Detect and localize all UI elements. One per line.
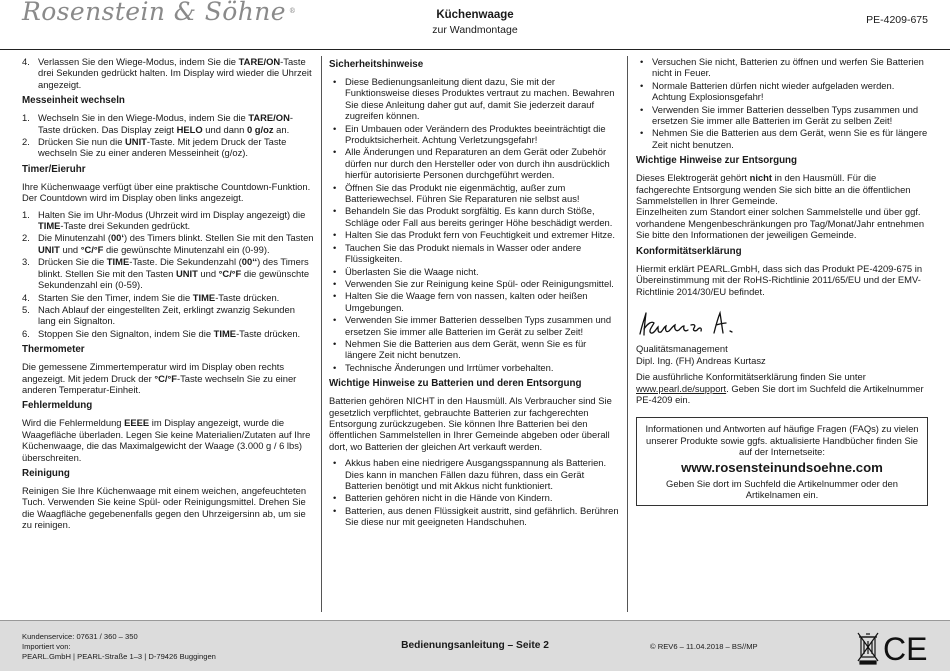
document-subtitle: zur Wandmontage [432, 24, 518, 36]
list-item: 4. Starten Sie den Timer, indem Sie die TIME-Taste drücken. [22, 291, 280, 303]
list-item: • Nehmen Sie die Batterien aus dem Gerät, wenn Sie es für längere Zeit nicht benutzen. [329, 338, 620, 361]
list-item: • Technische Änderungen und Irrtümer vorbehalten. [329, 362, 620, 373]
footer-page-label: Bedienungsanleitung – Seite 2 [401, 640, 549, 651]
paragraph: Hiermit erklärt PEARL.GmbH, dass sich das Produkt PE-4209-675 in Übereinstimmung mit der RoHS-Richtlinie 2011/65/EU und der EMV-Richtlinie 2014/30/EU befindet. [636, 262, 923, 297]
signatory-name: Dipl. Ing. (FH) Andreas Kurtasz [636, 354, 766, 366]
section-heading-messeinheit: Messeinheit wechseln [22, 95, 125, 107]
list-item: 5. Nach Ablauf der eingestellten Zeit, erklingt zwanzig Sekunden lang ein Signalton. [22, 303, 295, 327]
list-item: • Nehmen Sie die Batterien aus dem Gerät, wenn Sie es für längere Zeit nicht benutzen. [636, 127, 928, 150]
page-footer [0, 620, 950, 671]
faq-info-box [636, 417, 928, 506]
paragraph: Wird die Fehlermeldung EEEE im Display angezeigt, wurde die Waagefläche überladen. Legen Sie keine Materialien/Zutaten auf Ihre Küchenwaage, die das Maximalgewicht der Waage (3.000 g / 6 lbs) überschreiten. [22, 417, 311, 463]
list-item: • Behandeln Sie das Produkt sorgfältig. Es kann durch Stöße, Schläge oder Fall aus bereits geringer Höhe beschädigt werden. [329, 205, 620, 228]
list-item: 3. Drücken Sie die TIME-Taste. Die Sekundenzahl (00‘‘) des Timers blinkt. Stellen Sie mit den Tasten UNIT und °C/°F die gewünschte Sekundenzahl ein (0-59). [22, 256, 310, 291]
list-item: • Öffnen Sie das Produkt nie eigenmächtig, außer zum Batteriewechsel. Führen Sie Reparaturen nie selbst aus! [329, 182, 620, 205]
section-heading-entsorgung: Wichtige Hinweise zur Entsorgung [636, 155, 798, 167]
list-item: • Halten Sie das Produkt fern von Feuchtigkeit und extremer Hitze. [329, 229, 620, 240]
list-item: 4. Verlassen Sie den Wiege-Modus, indem Sie die TARE/ON-Taste drei Sekunden gedrückt halten. Im Display wird wieder die Uhrzeit angezeigt. [22, 56, 312, 90]
section-heading-batterien: Wichtige Hinweise zu Batterien und deren Entsorgung [329, 378, 582, 390]
paragraph: Dieses Elektrogerät gehört nicht in den Hausmüll. Für die fachgerechte Entsorgung wenden Sie sich bitte an die öffentlichen Sammelstellen in Ihrer Gemeinde. Einzelheiten zum Standort einer solchen Sammelstelle und über ggf. vorhandene Mengenbeschränkungen pro Tag/Monat/Jahr entnehmen Sie bitte den Informationen der jeweiligen Gemeinde. [636, 172, 925, 241]
certification-marks [857, 630, 937, 666]
support-link[interactable]: www.pearl.de/support [636, 382, 727, 394]
list-item: • Versuchen Sie nicht, Batterien zu öffnen und werfen Sie Batterien nicht in Feuer. [636, 56, 928, 79]
safety-list [329, 76, 620, 373]
footer-contact [22, 632, 216, 662]
list-item: • Verwenden Sie zur Reinigung keine Spül- oder Reinigungsmittel. [329, 278, 620, 289]
list-item: • Batterien, aus denen Flüssigkeit austritt, sind gefährlich. Berühren Sie diese nur mit geeigneten Handschuhen. [329, 505, 620, 528]
list-item: • Verwenden Sie immer Batterien desselben Typs zusammen und ersetzen Sie immer alle Batterien im Gerät zu selben Zeit! [636, 104, 928, 127]
list-item: • Alle Änderungen und Reparaturen an dem Gerät oder Zubehör dürfen nur durch den Hersteller oder von durch ihn ausdrücklich hierfür autorisierte Personen durchgeführt werden. [329, 146, 620, 180]
timer-steps [22, 209, 314, 339]
paragraph: Die ausführliche Konformitätserklärung finden Sie unter www.pearl.de/support. Geben Sie dort im Suchfeld die Artikelnummer PE-4209 ein. [636, 371, 924, 405]
paragraph: Die gemessene Zimmertemperatur wird im Display oben rechts angezeigt. Mit jedem Druck der °C/°F-Taste wechseln Sie zu einer anderen Temperatur-Einheit. [22, 361, 297, 395]
list-item: • Normale Batterien dürfen nicht wieder aufgeladen werden. Achtung Explosionsgefahr! [636, 80, 928, 103]
footer-importer-address: PEARL.GmbH | PEARL-Straße 1–3 | D-79426 Buggingen [22, 652, 216, 661]
battery-list-continued [636, 56, 928, 150]
section-heading-thermometer: Thermometer [22, 344, 85, 356]
signature [636, 307, 776, 341]
faq-hint: Geben Sie dort im Suchfeld die Artikelnummer oder den Artikelnamen ein. [666, 477, 898, 501]
list-item: • Überlasten Sie die Waage nicht. [329, 266, 620, 277]
list-item: • Ein Umbauen oder Verändern des Produktes beeinträchtigt die Produktsicherheit. Achtung Verletzungsgefahr! [329, 123, 620, 146]
list-item: • Diese Bedienungsanleitung dient dazu, Sie mit der Funktionsweise dieses Produktes vertraut zu machen. Bewahren Sie diese Anleitung daher gut auf, damit Sie jederzeit darauf zugreifen können. [329, 76, 620, 122]
section-heading-timer: Timer/Eieruhr [22, 163, 86, 175]
list-item: • Batterien gehören nicht in die Hände von Kindern. [329, 492, 620, 503]
list-item: • Halten Sie die Waage fern von nassen, kalten oder heißen Umgebungen. [329, 290, 620, 313]
paragraph: Ihre Küchenwaage verfügt über eine praktische Countdown-Funktion. Der Countdown wird im Display oben links angezeigt. [22, 180, 311, 204]
section-heading-reinigung: Reinigung [22, 467, 70, 479]
footer-importer-label: Importiert von: [22, 642, 71, 651]
list-item: 1. Wechseln Sie in den Wiege-Modus, indem Sie die TARE/ON-Taste drücken. Das Display zeigt HELO und dann 0 g/oz an. [22, 112, 293, 135]
list-item: 2. Die Minutenzahl (00‘) des Timers blinkt. Stellen Sie mit den Tasten UNIT und °C/°F die gewünschte Minutenzahl ein (0-99). [22, 232, 314, 255]
ce-mark: CE [883, 631, 928, 666]
list-item: 2. Drücken Sie nun die UNIT-Taste. Mit jedem Druck der Taste wechseln Sie zu einer anderen Messeinheit (g/oz). [22, 136, 287, 159]
column-1 [22, 56, 314, 536]
section-heading-fehlermeldung: Fehlermeldung [22, 400, 93, 412]
signatory-role: Qualitätsmanagement [636, 343, 728, 355]
paragraph: Batterien gehören NICHT in den Hausmüll. Als Verbraucher sind Sie gesetzlich verpflichtet, gebrauchte Batterien zur fachgerechten Entsorgung zurückzugeben. Sie können Ihre Batterien bei den öffentlichen Sammelstellen in Ihrer Gemeinde abgeben oder überall dort, wo Batterien der gleichen Art verkauft werden. [329, 395, 612, 452]
section-heading-sicherheit: Sicherheitshinweise [329, 59, 424, 70]
column-2 [329, 56, 620, 533]
column-divider [627, 56, 628, 612]
section-heading-konformitaet: Konformitätserklärung [636, 245, 742, 257]
footer-service: Kundenservice: 07631 / 360 – 350 [22, 632, 138, 641]
list-item: • Verwenden Sie immer Batterien desselben Typs zusammen und ersetzen Sie immer alle Batterien im Gerät zu selber Zeit! [329, 314, 620, 337]
paragraph: Reinigen Sie Ihre Küchenwaage mit einem weichen, angefeuchteten Tuch. Verwenden Sie keine Spül- oder Reinigungsmittel. Drehen Sie die Waagfläche gegebenenfalls gegen den Uhrzeigersinn ab, um sie zu reinigen. [22, 484, 307, 531]
column-3 [636, 56, 928, 506]
list-item: 6. Stoppen Sie den Signalton, indem Sie die TIME-Taste drücken. [22, 327, 301, 339]
list-item: 1. Halten Sie im Uhr-Modus (Uhrzeit wird im Display angezeigt) die TIME-Taste drei Sekunden gedrückt. [22, 208, 306, 232]
list-item: • Tauchen Sie das Produkt niemals in Wasser oder andere Flüssigkeiten. [329, 242, 620, 265]
product-code: PE-4209-675 [866, 14, 928, 26]
document-title: Küchenwaage [436, 9, 514, 21]
column-divider [321, 56, 322, 612]
footer-revision: © REV6 – 11.04.2018 – BS//MP [650, 642, 758, 651]
battery-list [329, 457, 620, 527]
wiege-steps [22, 56, 314, 90]
faq-text: Informationen und Antworten auf häufige Fragen (FAQs) zu vielen unserer Produkte sowie ggfs. aktualisierte Handbücher finden Sie auf der Internetseite: [645, 423, 919, 457]
website-link[interactable]: www.rosensteinundsoehne.com [681, 459, 883, 475]
brand-logo: Rosenstein & Söhne ® [22, 0, 297, 26]
weee-bin-icon [858, 633, 878, 664]
messeinheit-steps [22, 112, 314, 159]
list-item: • Akkus haben eine niedrigere Ausgangsspannung als Batterien. Dies kann in manchen Fällen dazu führen, dass ein Gerät Batterien benötigt und mit Akkus nicht funktioniert. [329, 457, 620, 491]
page-header [0, 0, 950, 50]
